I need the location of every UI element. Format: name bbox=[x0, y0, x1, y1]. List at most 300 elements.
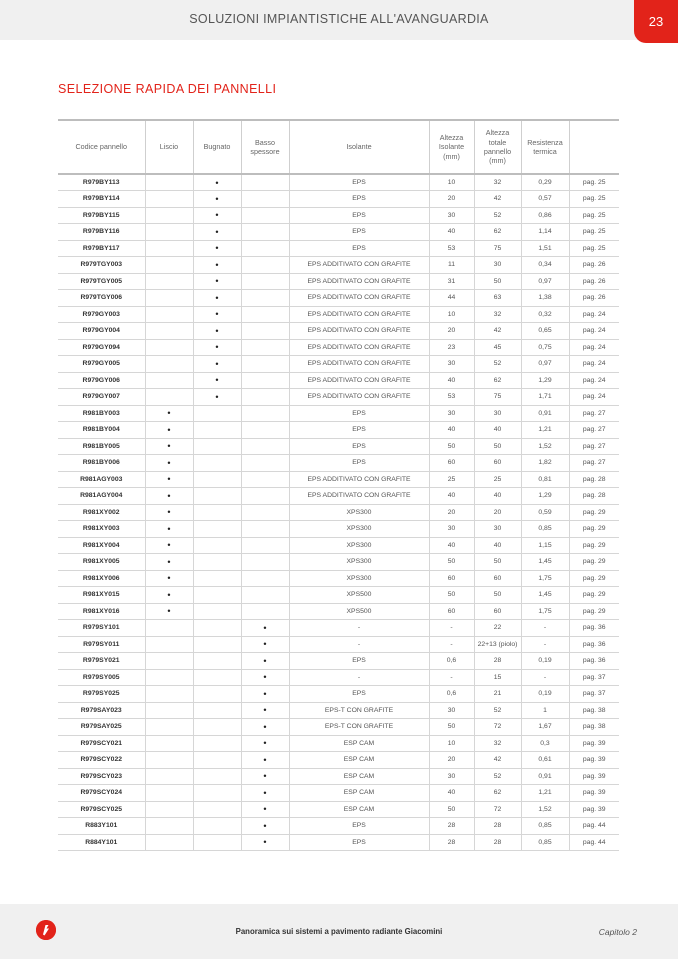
table-cell: 1,75 bbox=[521, 570, 569, 587]
table-row bbox=[58, 603, 619, 620]
table-cell: 60 bbox=[429, 603, 474, 620]
panel-code-cell: R979SY011 bbox=[58, 636, 145, 653]
table-cell bbox=[241, 257, 289, 274]
table-cell: • bbox=[145, 504, 193, 521]
panel-code-cell: R979SY021 bbox=[58, 653, 145, 670]
table-cell: • bbox=[241, 669, 289, 686]
table-cell bbox=[241, 603, 289, 620]
table-cell bbox=[145, 686, 193, 703]
table-cell: EPS bbox=[289, 686, 429, 703]
table-cell: pag. 29 bbox=[569, 587, 619, 604]
table-cell: pag. 37 bbox=[569, 686, 619, 703]
table-cell bbox=[193, 405, 241, 422]
table-cell: 0,91 bbox=[521, 405, 569, 422]
table-cell: 1,75 bbox=[521, 603, 569, 620]
table-cell: 40 bbox=[429, 372, 474, 389]
table-cell bbox=[145, 257, 193, 274]
table-cell: 45 bbox=[474, 339, 521, 356]
table-cell: 50 bbox=[429, 587, 474, 604]
table-cell: 1,52 bbox=[521, 438, 569, 455]
table-cell: pag. 44 bbox=[569, 818, 619, 835]
table-cell bbox=[193, 653, 241, 670]
table-cell: 31 bbox=[429, 273, 474, 290]
table-cell: pag. 36 bbox=[569, 636, 619, 653]
table-cell bbox=[193, 422, 241, 439]
table-cell: • bbox=[241, 653, 289, 670]
table-cell bbox=[241, 356, 289, 373]
table-cell: 28 bbox=[429, 834, 474, 851]
table-cell: 60 bbox=[429, 570, 474, 587]
table-cell: 60 bbox=[474, 603, 521, 620]
table-cell: 20 bbox=[474, 504, 521, 521]
table-cell: pag. 26 bbox=[569, 273, 619, 290]
table-row bbox=[58, 290, 619, 307]
panel-code-cell: R979BY115 bbox=[58, 207, 145, 224]
table-row bbox=[58, 686, 619, 703]
table-cell: • bbox=[145, 422, 193, 439]
table-cell: 60 bbox=[474, 455, 521, 472]
table-cell: 0,81 bbox=[521, 471, 569, 488]
table-cell: EPS-T CON GRAFITE bbox=[289, 702, 429, 719]
panel-code-cell: R981BY004 bbox=[58, 422, 145, 439]
table-cell bbox=[241, 339, 289, 356]
table-cell bbox=[241, 587, 289, 604]
table-cell: 42 bbox=[474, 191, 521, 208]
panel-code-cell: R981BY005 bbox=[58, 438, 145, 455]
table-cell: 1,51 bbox=[521, 240, 569, 257]
table-cell: - bbox=[429, 669, 474, 686]
table-cell: ESP CAM bbox=[289, 768, 429, 785]
panel-code-cell: R979GY007 bbox=[58, 389, 145, 406]
table-cell: • bbox=[145, 438, 193, 455]
panel-selection-table bbox=[58, 119, 619, 851]
table-cell: 30 bbox=[474, 405, 521, 422]
table-cell: EPS ADDITIVATO CON GRAFITE bbox=[289, 488, 429, 505]
table-cell: • bbox=[193, 224, 241, 241]
table-cell: 1,21 bbox=[521, 422, 569, 439]
table-cell: - bbox=[289, 636, 429, 653]
table-cell: pag. 27 bbox=[569, 422, 619, 439]
table-row bbox=[58, 323, 619, 340]
table-cell: pag. 26 bbox=[569, 257, 619, 274]
table-cell: EPS bbox=[289, 224, 429, 241]
table-cell: 30 bbox=[429, 702, 474, 719]
table-cell: 0,19 bbox=[521, 653, 569, 670]
table-cell bbox=[241, 570, 289, 587]
table-cell: 75 bbox=[474, 389, 521, 406]
table-cell: • bbox=[241, 719, 289, 736]
table-cell: pag. 39 bbox=[569, 768, 619, 785]
table-cell: pag. 37 bbox=[569, 669, 619, 686]
panel-code-cell: R979BY117 bbox=[58, 240, 145, 257]
table-cell bbox=[145, 356, 193, 373]
table-cell: pag. 25 bbox=[569, 174, 619, 191]
table-cell bbox=[241, 455, 289, 472]
table-cell: XPS300 bbox=[289, 537, 429, 554]
panel-code-cell: R981XY015 bbox=[58, 587, 145, 604]
table-cell bbox=[193, 537, 241, 554]
table-cell bbox=[241, 290, 289, 307]
panel-code-cell: R981AGY003 bbox=[58, 471, 145, 488]
table-cell: 0,6 bbox=[429, 653, 474, 670]
table-cell: 42 bbox=[474, 752, 521, 769]
table-cell bbox=[241, 438, 289, 455]
table-cell bbox=[145, 834, 193, 851]
table-cell: 40 bbox=[429, 537, 474, 554]
table-cell: - bbox=[521, 620, 569, 637]
table-cell: pag. 36 bbox=[569, 653, 619, 670]
panel-code-cell: R979TGY003 bbox=[58, 257, 145, 274]
table-cell bbox=[241, 273, 289, 290]
table-cell: EPS ADDITIVATO CON GRAFITE bbox=[289, 471, 429, 488]
table-cell bbox=[241, 389, 289, 406]
table-cell: 0,3 bbox=[521, 735, 569, 752]
table-cell bbox=[145, 306, 193, 323]
table-row bbox=[58, 339, 619, 356]
table-cell: 1,21 bbox=[521, 785, 569, 802]
table-cell bbox=[241, 471, 289, 488]
panel-code-cell: R981XY004 bbox=[58, 537, 145, 554]
table-cell: EPS bbox=[289, 405, 429, 422]
table-cell: 0,32 bbox=[521, 306, 569, 323]
table-cell: • bbox=[145, 603, 193, 620]
table-cell: pag. 28 bbox=[569, 488, 619, 505]
panel-code-cell: R979SAY023 bbox=[58, 702, 145, 719]
table-cell: 15 bbox=[474, 669, 521, 686]
table-cell: 25 bbox=[429, 471, 474, 488]
table-cell: pag. 29 bbox=[569, 537, 619, 554]
table-cell: • bbox=[241, 686, 289, 703]
table-cell: 0,34 bbox=[521, 257, 569, 274]
panel-code-cell: R979GY094 bbox=[58, 339, 145, 356]
table-cell: 30 bbox=[429, 207, 474, 224]
table-cell: pag. 25 bbox=[569, 207, 619, 224]
table-cell bbox=[193, 438, 241, 455]
table-cell: EPS ADDITIVATO CON GRAFITE bbox=[289, 389, 429, 406]
table-cell: pag. 24 bbox=[569, 389, 619, 406]
table-cell: EPS ADDITIVATO CON GRAFITE bbox=[289, 257, 429, 274]
table-cell bbox=[241, 191, 289, 208]
table-cell bbox=[193, 636, 241, 653]
table-cell bbox=[145, 224, 193, 241]
table-cell: 0,19 bbox=[521, 686, 569, 703]
table-cell: XPS300 bbox=[289, 554, 429, 571]
table-cell: 1,29 bbox=[521, 488, 569, 505]
table-row bbox=[58, 653, 619, 670]
table-cell: • bbox=[193, 207, 241, 224]
table-row bbox=[58, 257, 619, 274]
table-cell bbox=[145, 768, 193, 785]
table-cell: • bbox=[193, 257, 241, 274]
table-cell bbox=[193, 785, 241, 802]
table-cell: EPS bbox=[289, 438, 429, 455]
panel-code-cell: R979SCY022 bbox=[58, 752, 145, 769]
table-cell: 1,29 bbox=[521, 372, 569, 389]
table-cell: 50 bbox=[474, 438, 521, 455]
table-cell: 50 bbox=[474, 587, 521, 604]
table-cell bbox=[193, 471, 241, 488]
table-cell: 25 bbox=[474, 471, 521, 488]
table-cell: 10 bbox=[429, 174, 474, 191]
table-cell bbox=[193, 818, 241, 835]
table-cell: 11 bbox=[429, 257, 474, 274]
table-cell: 28 bbox=[474, 818, 521, 835]
table-row bbox=[58, 818, 619, 835]
table-cell: 52 bbox=[474, 207, 521, 224]
table-cell: 0,57 bbox=[521, 191, 569, 208]
table-cell: 0,85 bbox=[521, 521, 569, 538]
table-row bbox=[58, 554, 619, 571]
table-row bbox=[58, 372, 619, 389]
table-cell: pag. 29 bbox=[569, 570, 619, 587]
table-cell: 32 bbox=[474, 174, 521, 191]
table-cell: EPS ADDITIVATO CON GRAFITE bbox=[289, 273, 429, 290]
table-cell: 0,91 bbox=[521, 768, 569, 785]
table-cell bbox=[241, 521, 289, 538]
table-cell bbox=[145, 389, 193, 406]
table-cell: 62 bbox=[474, 224, 521, 241]
table-cell: 0,97 bbox=[521, 356, 569, 373]
table-cell bbox=[145, 323, 193, 340]
table-row bbox=[58, 471, 619, 488]
table-cell bbox=[145, 240, 193, 257]
table-row bbox=[58, 207, 619, 224]
panel-code-cell: R979SCY023 bbox=[58, 768, 145, 785]
table-cell bbox=[193, 620, 241, 637]
table-cell bbox=[193, 554, 241, 571]
table-cell: 0,85 bbox=[521, 834, 569, 851]
table-cell: 40 bbox=[474, 488, 521, 505]
table-cell: ESP CAM bbox=[289, 752, 429, 769]
table-row bbox=[58, 620, 619, 637]
table-cell: 44 bbox=[429, 290, 474, 307]
table-cell: EPS bbox=[289, 422, 429, 439]
panel-code-cell: R979GY004 bbox=[58, 323, 145, 340]
table-cell: - bbox=[289, 620, 429, 637]
table-cell: 72 bbox=[474, 801, 521, 818]
table-row bbox=[58, 224, 619, 241]
table-cell: EPS ADDITIVATO CON GRAFITE bbox=[289, 290, 429, 307]
table-cell bbox=[241, 306, 289, 323]
table-cell: • bbox=[241, 735, 289, 752]
table-cell: • bbox=[145, 471, 193, 488]
table-cell: 22 bbox=[474, 620, 521, 637]
table-row bbox=[58, 537, 619, 554]
panel-code-cell: R979SCY024 bbox=[58, 785, 145, 802]
table-cell: 20 bbox=[429, 191, 474, 208]
table-cell: 22+13 (piolo) bbox=[474, 636, 521, 653]
table-cell bbox=[145, 636, 193, 653]
table-cell: • bbox=[145, 455, 193, 472]
table-cell: 40 bbox=[429, 488, 474, 505]
table-cell: - bbox=[429, 636, 474, 653]
column-header: Altezza totale pannello (mm) bbox=[474, 120, 521, 174]
table-cell bbox=[241, 174, 289, 191]
table-cell bbox=[193, 801, 241, 818]
header-title: SOLUZIONI IMPIANTISTICHE ALL'AVANGUARDIA bbox=[189, 12, 489, 26]
table-cell bbox=[145, 372, 193, 389]
table-row bbox=[58, 702, 619, 719]
table-cell: 62 bbox=[474, 372, 521, 389]
table-cell: pag. 24 bbox=[569, 356, 619, 373]
table-cell bbox=[145, 339, 193, 356]
table-cell: pag. 25 bbox=[569, 191, 619, 208]
table-cell: 62 bbox=[474, 785, 521, 802]
table-cell: 30 bbox=[429, 521, 474, 538]
table-cell: 1,14 bbox=[521, 224, 569, 241]
table-cell bbox=[193, 504, 241, 521]
table-cell bbox=[145, 653, 193, 670]
table-cell: 21 bbox=[474, 686, 521, 703]
table-cell: • bbox=[145, 587, 193, 604]
table-cell bbox=[193, 669, 241, 686]
table-row bbox=[58, 636, 619, 653]
table-cell: EPS bbox=[289, 207, 429, 224]
table-cell: 50 bbox=[429, 801, 474, 818]
table-row bbox=[58, 801, 619, 818]
table-cell: ESP CAM bbox=[289, 801, 429, 818]
table-cell: • bbox=[193, 372, 241, 389]
table-cell: • bbox=[241, 620, 289, 637]
table-cell: • bbox=[145, 537, 193, 554]
table-row bbox=[58, 240, 619, 257]
table-cell: 30 bbox=[429, 405, 474, 422]
table-cell: • bbox=[145, 521, 193, 538]
column-header bbox=[569, 120, 619, 174]
table-cell: 72 bbox=[474, 719, 521, 736]
table-cell: EPS bbox=[289, 818, 429, 835]
table-row bbox=[58, 570, 619, 587]
table-cell: pag. 39 bbox=[569, 735, 619, 752]
table-cell: 40 bbox=[474, 422, 521, 439]
section-title: SELEZIONE RAPIDA DEI PANNELLI bbox=[58, 82, 277, 96]
panel-code-cell: R981BY003 bbox=[58, 405, 145, 422]
table-cell: 20 bbox=[429, 504, 474, 521]
panel-code-cell: R981AGY004 bbox=[58, 488, 145, 505]
table-cell: 75 bbox=[474, 240, 521, 257]
table-cell bbox=[193, 752, 241, 769]
table-cell: pag. 29 bbox=[569, 603, 619, 620]
table-cell: 1,45 bbox=[521, 587, 569, 604]
table-cell bbox=[145, 702, 193, 719]
table-row bbox=[58, 356, 619, 373]
page-number: 23 bbox=[634, 0, 678, 43]
table-cell bbox=[241, 372, 289, 389]
table-cell: EPS ADDITIVATO CON GRAFITE bbox=[289, 356, 429, 373]
panel-code-cell: R979TGY006 bbox=[58, 290, 145, 307]
table-cell: • bbox=[241, 768, 289, 785]
table-cell: - bbox=[521, 669, 569, 686]
table-cell bbox=[241, 323, 289, 340]
table-cell: pag. 29 bbox=[569, 504, 619, 521]
table-cell: • bbox=[193, 273, 241, 290]
table-row bbox=[58, 768, 619, 785]
panel-code-cell: R979SCY021 bbox=[58, 735, 145, 752]
table-cell bbox=[145, 207, 193, 224]
table-cell: • bbox=[193, 191, 241, 208]
table-cell: 0,86 bbox=[521, 207, 569, 224]
table-cell: 1,38 bbox=[521, 290, 569, 307]
table-cell: 50 bbox=[429, 719, 474, 736]
table-row bbox=[58, 669, 619, 686]
table-cell bbox=[241, 554, 289, 571]
table-cell: 32 bbox=[474, 306, 521, 323]
panel-code-cell: R979TGY005 bbox=[58, 273, 145, 290]
table-cell: 50 bbox=[474, 554, 521, 571]
table-cell: • bbox=[145, 488, 193, 505]
table-cell bbox=[145, 719, 193, 736]
table-cell: pag. 27 bbox=[569, 438, 619, 455]
table-cell: pag. 24 bbox=[569, 306, 619, 323]
panel-code-cell: R981XY006 bbox=[58, 570, 145, 587]
table-cell bbox=[241, 488, 289, 505]
table-cell bbox=[241, 207, 289, 224]
table-cell bbox=[241, 405, 289, 422]
table-cell: pag. 29 bbox=[569, 521, 619, 538]
panel-code-cell: R979GY006 bbox=[58, 372, 145, 389]
panel-code-cell: R979BY114 bbox=[58, 191, 145, 208]
table-cell: • bbox=[241, 702, 289, 719]
table-cell: 0,29 bbox=[521, 174, 569, 191]
table-cell: 0,97 bbox=[521, 273, 569, 290]
table-cell bbox=[193, 735, 241, 752]
panel-code-cell: R979GY003 bbox=[58, 306, 145, 323]
table-row bbox=[58, 389, 619, 406]
table-cell bbox=[241, 537, 289, 554]
table-cell bbox=[193, 702, 241, 719]
table-row bbox=[58, 521, 619, 538]
table-cell bbox=[145, 290, 193, 307]
table-cell: 20 bbox=[429, 323, 474, 340]
column-header: Resistenza termica bbox=[521, 120, 569, 174]
table-cell: XPS300 bbox=[289, 570, 429, 587]
table-cell: EPS bbox=[289, 834, 429, 851]
table-row bbox=[58, 405, 619, 422]
table-cell: pag. 29 bbox=[569, 554, 619, 571]
panel-code-cell: R979BY113 bbox=[58, 174, 145, 191]
table-cell: EPS bbox=[289, 455, 429, 472]
column-header: Bugnato bbox=[193, 120, 241, 174]
table-cell: pag. 38 bbox=[569, 719, 619, 736]
panel-code-cell: R979GY005 bbox=[58, 356, 145, 373]
table-cell bbox=[193, 521, 241, 538]
table-cell: 1,15 bbox=[521, 537, 569, 554]
table-cell: • bbox=[193, 290, 241, 307]
panel-code-cell: R979SY101 bbox=[58, 620, 145, 637]
table-row bbox=[58, 273, 619, 290]
table-cell: 30 bbox=[429, 356, 474, 373]
table-cell: • bbox=[241, 818, 289, 835]
table-cell: pag. 27 bbox=[569, 405, 619, 422]
table-cell: EPS ADDITIVATO CON GRAFITE bbox=[289, 372, 429, 389]
table-cell: - bbox=[429, 620, 474, 637]
table-cell: 52 bbox=[474, 768, 521, 785]
table-cell bbox=[145, 801, 193, 818]
table-cell: EPS-T CON GRAFITE bbox=[289, 719, 429, 736]
table-cell: EPS ADDITIVATO CON GRAFITE bbox=[289, 339, 429, 356]
table-cell: 50 bbox=[429, 438, 474, 455]
table-cell: 1,52 bbox=[521, 801, 569, 818]
table-row bbox=[58, 191, 619, 208]
table-row bbox=[58, 719, 619, 736]
table-cell bbox=[193, 686, 241, 703]
table-cell: pag. 39 bbox=[569, 752, 619, 769]
table-cell: • bbox=[193, 323, 241, 340]
table-cell bbox=[241, 504, 289, 521]
table-cell bbox=[145, 785, 193, 802]
table-cell bbox=[145, 174, 193, 191]
table-cell bbox=[145, 191, 193, 208]
